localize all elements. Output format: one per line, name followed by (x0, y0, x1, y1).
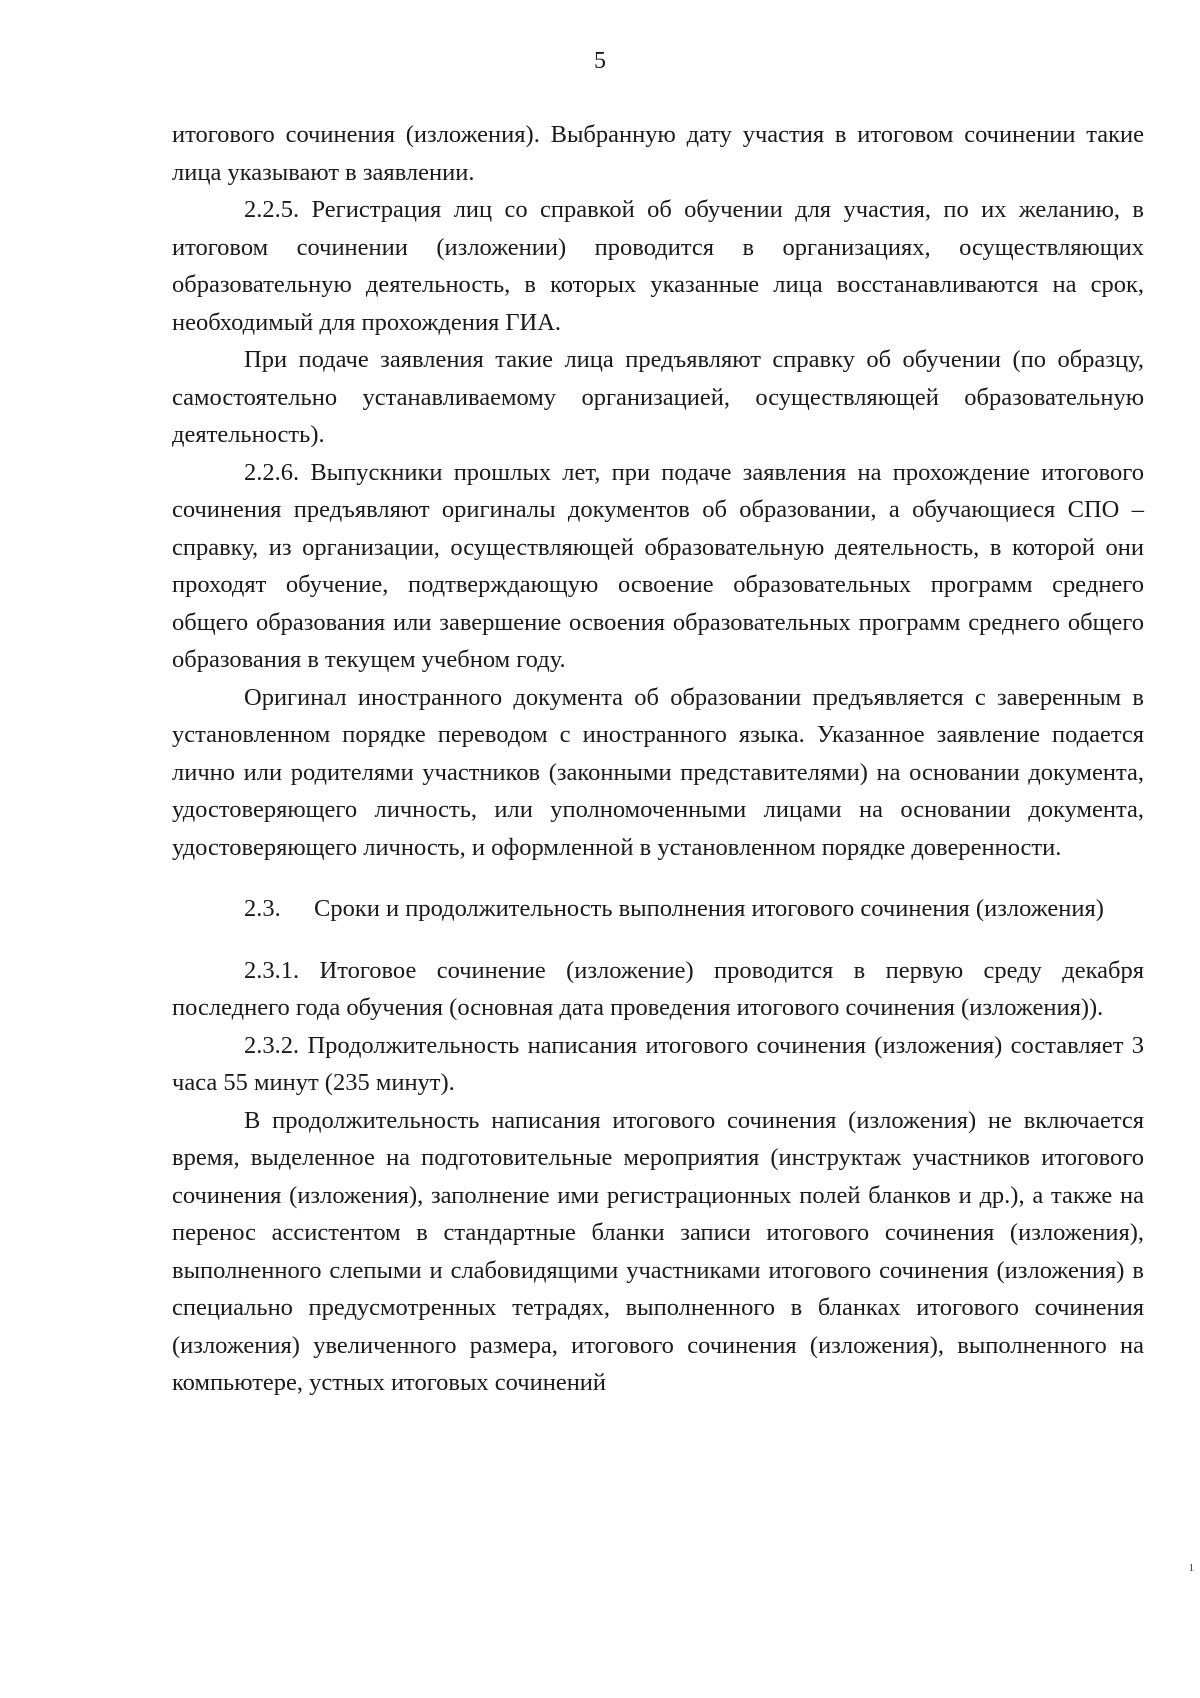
edge-mark: 1 (1188, 1562, 1194, 1574)
paragraph-2-2-5: 2.2.5. Регистрация лиц со справкой об обучении для участия, по их желанию, в итоговом сочинении (изложении) проводится в организациях, осуществляющих образовательную деятельность, в которых указанные лица восстанавливаются на срок, необходимый для прохождения ГИА. (172, 196, 1144, 336)
paragraph-foreign-document: Оригинал иностранного документа об образовании предъявляется с заверенным в установленном порядке переводом с иностранного языка. Указанное заявление подается лично или родителями участников (законными представителями) на основании документа, удостоверяющего личность, или уполномоченными лицами на основании документа, удостоверяющего личность, и оформленной в установленном порядке доверенности. (172, 683, 1144, 861)
paragraph-2-3-1: 2.3.1. Итоговое сочинение (изложение) проводится в первую среду декабря последнего года обучения (основная дата проведения итогового сочинения (изложения)). (172, 956, 1144, 1021)
paragraph-application-certificate: При подаче заявления такие лица предъявляют справку об обучении (по образцу, самостоятельно устанавливаемому организацией, осуществляющей образовательную деятельность). (172, 346, 1144, 448)
paragraph-continuation: итогового сочинения (изложения). Выбранную дату участия в итоговом сочинении такие лица указывают в заявлении. (172, 121, 1144, 186)
paragraph-2-2-6: 2.2.6. Выпускники прошлых лет, при подаче заявления на прохождение итогового сочинения предъявляют оригиналы документов об образовании, а обучающиеся СПО – справку, из организации, осуществляющей образовательную деятельность, в которой они проходят обучение, подтверждающую освоение образовательных программ среднего общего образования или завершение освоения образовательных программ среднего общего образования в текущем учебном году. (172, 458, 1144, 673)
section-number: 2.3. (244, 895, 281, 922)
document-body (172, 116, 1144, 1402)
section-heading-2-3 (172, 890, 1144, 928)
page-number: 5 (594, 48, 606, 74)
paragraph-2-3-2: 2.3.2. Продолжительность написания итогового сочинения (изложения) составляет 3 часа 55 минут (235 минут). (172, 1031, 1144, 1096)
section-title: Сроки и продолжительность выполнения итогового сочинения (изложения) (314, 895, 1104, 922)
paragraph-duration-exclusions: В продолжительность написания итогового сочинения (изложения) не включается время, выделенное на подготовительные мероприятия (инструктаж участников итогового сочинения (изложения), заполнение ими регистрационных полей бланков и др.), а также на перенос ассистентом в стандартные бланки записи итогового сочинения (изложения), выполненного слепыми и слабовидящими участниками итогового сочинения (изложения) в специально предусмотренных тетрадях, выполненного в бланках итогового сочинения (изложения) увеличенного размера, итогового сочинения (изложения), выполненного на компьютере, устных итоговых сочинений (172, 1106, 1144, 1396)
